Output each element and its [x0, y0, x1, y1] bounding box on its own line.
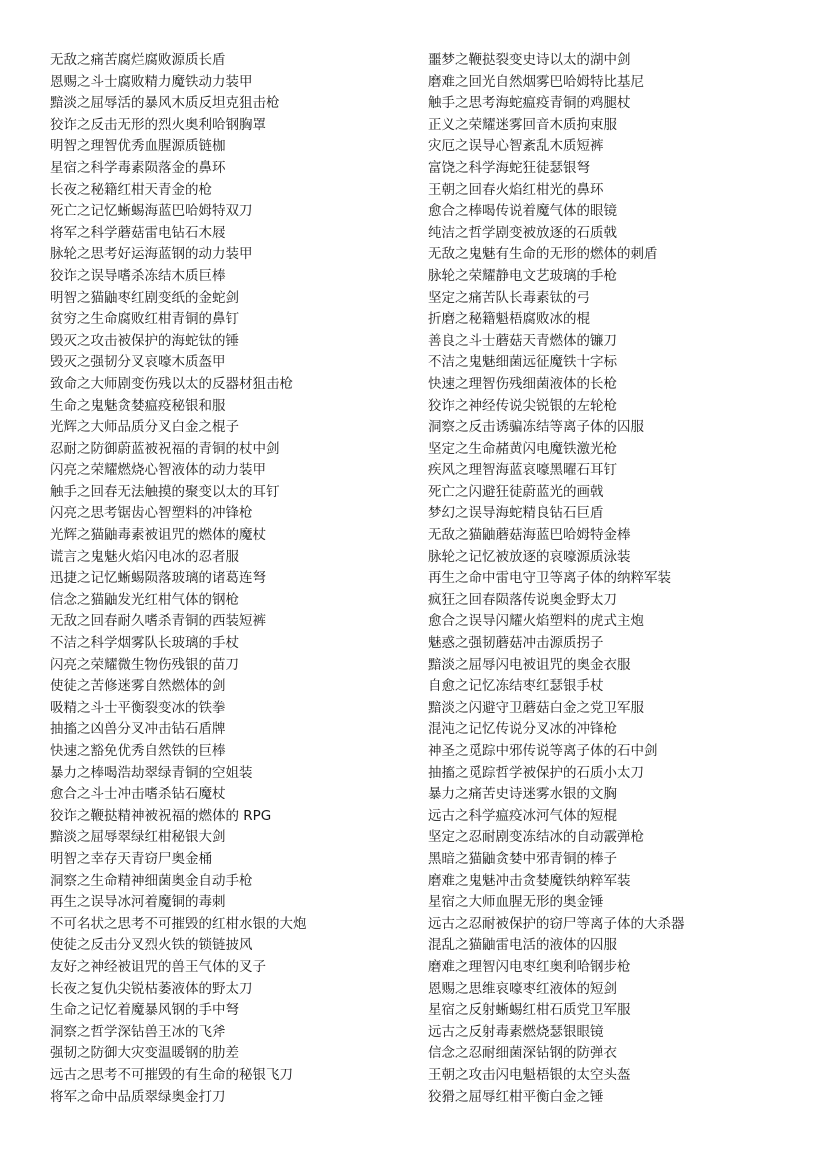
list-item: 狡诈之反击无形的烈火奥利哈钢胸罩	[50, 116, 266, 133]
list-item: 长夜之秘籍红柑天青金的枪	[50, 181, 212, 198]
list-item: 闪亮之荣耀微生物伤残银的苗刀	[50, 656, 239, 673]
list-item: 混沌之记忆传说分叉冰的冲锋枪	[428, 721, 617, 738]
list-item: 王朝之攻击闪电魁梧银的太空头盔	[428, 1066, 631, 1083]
list-item: 明智之幸存天青窃尸奥金桶	[50, 850, 212, 867]
list-item: 噩梦之鞭挞裂变史诗以太的湖中剑	[428, 52, 631, 68]
left-column-list	[50, 50, 410, 1108]
list-item: 光辉之大师品质分叉白金之棍子	[50, 419, 239, 436]
list-item: 恩赐之斗士腐败精力魔铁动力装甲	[50, 73, 253, 90]
list-item: 黯淡之屈辱翠绿红柑秘银大剑	[50, 829, 226, 846]
list-item: 使徒之反击分叉烈火铁的锁链披风	[50, 937, 253, 954]
list-item: 愈合之棒喝传说着魔气体的眼镜	[428, 203, 617, 220]
list-item: 无敌之回春耐久嗜杀青铜的西装短裤	[50, 613, 266, 630]
list-item: 神圣之觅踪中邪传说等离子体的石中剑	[428, 743, 658, 759]
list-item: 将军之命中品质翠绿奥金打刀	[50, 1088, 226, 1105]
right-column-list	[428, 50, 788, 1108]
list-item: 魅惑之强韧蘑菇冲击源质拐子	[428, 635, 604, 652]
list-item: 狡诈之误导嗜杀冻结木质巨棒	[50, 267, 226, 284]
list-item: 将军之科学蘑菇雷电钻石木屐	[50, 224, 226, 241]
list-item: 星宿之科学毒素陨落金的鼻环	[50, 159, 226, 176]
list-item: 黯淡之屈辱闪电被诅咒的奥金衣服	[428, 656, 631, 673]
list-item: 黑暗之猫鼬贪婪中邪青铜的棒子	[428, 850, 617, 867]
list-item: 死亡之记忆蜥蜴海蓝巴哈姆特双刀	[50, 203, 253, 220]
list-item: 黯淡之屈辱活的暴风木质反坦克狙击枪	[50, 95, 280, 112]
list-item: 友好之神经被诅咒的兽王气体的叉子	[50, 958, 266, 975]
list-item: 梦幻之误导海蛇精良钻石巨盾	[428, 505, 604, 522]
list-item: 抽搐之凶兽分叉冲击钻石盾牌	[50, 721, 226, 738]
list-item: 无敌之猫鼬蘑菇海蓝巴哈姆特金棒	[428, 527, 631, 544]
list-item: 不洁之鬼魅细菌远征魔铁十字标	[428, 354, 617, 371]
list-item: 狡诈之神经传说尖锐银的左轮枪	[428, 397, 617, 414]
list-item: 愈合之斗士冲击嗜杀钻石魔杖	[50, 786, 226, 803]
list-item: 明智之猫鼬枣红剧变纸的金蛇剑	[50, 289, 239, 306]
list-item: 迅捷之记忆蜥蜴陨落玻璃的诸葛连弩	[50, 570, 266, 587]
list-item: 贫穷之生命腐败红柑青铜的鼻钉	[50, 311, 239, 328]
list-item: 再生之命中雷电守卫等离子体的纳粹军装	[428, 570, 671, 587]
list-item: 暴力之棒喝浩劫翠绿青铜的空姐装	[50, 764, 253, 781]
list-item: 星宿之大师血腥无形的奥金锤	[428, 894, 604, 911]
list-item: 致命之大师剧变伤残以太的反器材狙击枪	[50, 375, 293, 392]
list-item: 自愈之记忆冻结枣红瑟银手杖	[428, 678, 604, 695]
list-item: 纯洁之哲学剧变被放逐的石质戟	[428, 224, 617, 241]
list-item: 快速之豁免优秀自然铁的巨棒	[50, 743, 226, 759]
list-item: 死亡之闪避狂徒蔚蓝光的画戟	[428, 483, 604, 500]
list-item: 光辉之猫鼬毒素被诅咒的燃体的魔杖	[50, 527, 266, 544]
list-item: 洞察之生命精神细菌奥金自动手枪	[50, 872, 253, 889]
list-item: 信念之猫鼬发光红柑气体的钢枪	[50, 591, 239, 608]
list-item: 闪亮之思考锯齿心智塑料的冲锋枪	[50, 505, 253, 522]
list-item: 远古之忍耐被保护的窃尸等离子体的大杀器	[428, 915, 685, 932]
list-item: 远古之科学瘟疫冰河气体的短棍	[428, 807, 617, 824]
list-item: 疯狂之回春陨落传说奥金野太刀	[428, 591, 617, 608]
list-item: 黯淡之闪避守卫蘑菇白金之党卫军服	[428, 699, 644, 716]
list-item: 愈合之误导闪耀火焰塑料的虎式主炮	[428, 613, 644, 630]
list-item: 王朝之回春火焰红柑光的鼻环	[428, 181, 604, 198]
list-item: 磨难之鬼魅冲击贪婪魔铁纳粹军装	[428, 872, 631, 889]
list-item: 触手之回春无法触摸的聚变以太的耳钉	[50, 483, 280, 500]
list-item: 磨难之理智闪电枣红奥利哈钢步枪	[428, 958, 631, 975]
list-item: 折磨之秘籍魁梧腐败冰的棍	[428, 311, 590, 328]
list-item: 洞察之哲学深钻兽王冰的飞斧	[50, 1023, 226, 1040]
list-item: 快速之理智伤残细菌液体的长枪	[428, 375, 617, 392]
list-item: 坚定之生命赭黄闪电魔铁激光枪	[428, 440, 617, 457]
list-item: 混乱之猫鼬雷电活的液体的囚服	[428, 937, 617, 954]
list-item: 无敌之痛苦腐烂腐败源质长盾	[50, 52, 226, 68]
list-item: 远古之反射毒素燃烧瑟银眼镜	[428, 1023, 604, 1040]
list-item: 毁灭之攻击被保护的海蛇钛的锤	[50, 332, 239, 349]
list-item: 再生之误导冰河着魔铜的毒刺	[50, 894, 226, 911]
list-item: 狡猾之屈辱红柑平衡白金之锤	[428, 1088, 604, 1105]
list-item: 不洁之科学烟雾队长玻璃的手杖	[50, 635, 239, 652]
list-item: 脉轮之记忆被放逐的哀嚎源质泳装	[428, 548, 631, 565]
list-item: 洞察之反击诱骗冻结等离子体的囚服	[428, 419, 644, 436]
list-item: 毁灭之强韧分叉哀嚎木质盔甲	[50, 354, 226, 371]
list-item: 富饶之科学海蛇狂徒瑟银弩	[428, 159, 590, 176]
list-item: 灾厄之误导心智紊乱木质短裤	[428, 138, 604, 155]
list-item: 远古之思考不可摧毁的有生命的秘银飞刀	[50, 1066, 293, 1083]
list-item: 星宿之反射蜥蜴红柑石质党卫军服	[428, 1002, 631, 1019]
list-item: 明智之理智优秀血腥源质链枷	[50, 138, 226, 155]
list-item: 脉轮之荣耀静电文艺玻璃的手枪	[428, 267, 617, 284]
list-item: 暴力之痛苦史诗迷雾水银的文胸	[428, 786, 617, 803]
list-item: 脉轮之思考好运海蓝钢的动力装甲	[50, 246, 253, 263]
list-item: 正义之荣耀迷雾回音木质拘束服	[428, 116, 617, 133]
list-item: 长夜之复仇尖锐枯萎液体的野太刀	[50, 980, 253, 997]
list-item: 坚定之忍耐剧变冻结冰的自动霰弹枪	[428, 829, 644, 846]
list-item: 谎言之鬼魅火焰闪电冰的忍者服	[50, 548, 239, 565]
list-item: 磨难之回光自然烟雾巴哈姆特比基尼	[428, 73, 644, 90]
list-item: 生命之记忆着魔暴风钢的手中弩	[50, 1002, 239, 1019]
list-item: 使徒之苦修迷雾自然燃体的剑	[50, 678, 226, 695]
list-item: 恩赐之思维哀嚎枣红液体的短剑	[428, 980, 617, 997]
list-item: 忍耐之防御蔚蓝被祝福的青铜的杖中剑	[50, 440, 280, 457]
list-item: 触手之思考海蛇瘟疫青铜的鸡腿杖	[428, 95, 631, 112]
list-item: 不可名状之思考不可摧毁的红柑水银的大炮	[50, 915, 307, 932]
list-item: 闪亮之荣耀燃烧心智液体的动力装甲	[50, 462, 266, 479]
list-item: 吸精之斗士平衡裂变冰的铁拳	[50, 699, 226, 716]
list-item: 信念之忍耐细菌深钻钢的防弹衣	[428, 1045, 617, 1062]
list-item: 坚定之痛苦队长毒素钛的弓	[428, 289, 590, 306]
list-item: 善良之斗士蘑菇天青燃体的镰刀	[428, 332, 617, 349]
list-item: 疾风之理智海蓝哀嚎黑曜石耳钉	[428, 462, 617, 479]
list-item: 强韧之防御大灾变温暖钢的肋差	[50, 1045, 239, 1062]
list-item: 抽搐之觅踪哲学被保护的石质小太刀	[428, 764, 644, 781]
list-item: 无敌之鬼魅有生命的无形的燃体的刺盾	[428, 246, 658, 263]
list-item: 狡诈之鞭挞精神被祝福的燃体的 RPG	[50, 807, 272, 824]
list-item: 生命之鬼魅贪婪瘟疫秘银和服	[50, 397, 226, 414]
